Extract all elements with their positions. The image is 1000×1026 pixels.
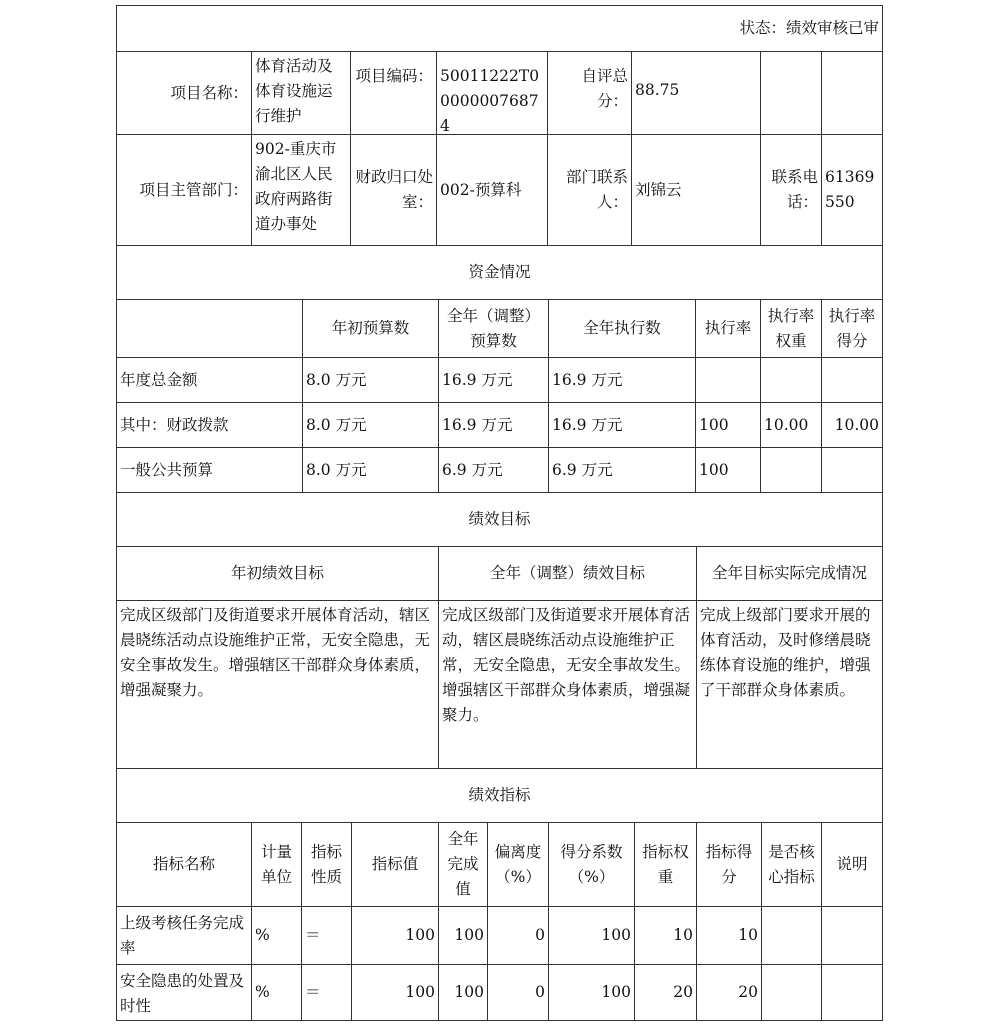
funds-row-score xyxy=(821,357,883,403)
funds-header-adjusted: 全年（调整）预算数 xyxy=(438,299,549,358)
funds-row-weight xyxy=(760,447,822,493)
goals-header-actual: 全年目标实际完成情况 xyxy=(696,546,883,601)
ind-row-name: 安全隐患的处置及时性 xyxy=(116,964,252,1021)
ind-row-score: 10 xyxy=(696,906,762,965)
ind-row-core xyxy=(761,906,822,965)
ind-row-actual: 100 xyxy=(438,906,488,965)
funds-row-rate xyxy=(695,357,761,403)
goals-section-title: 绩效目标 xyxy=(116,492,883,547)
project-code-value: 50011222T000000076874 xyxy=(436,51,548,135)
ind-row-nature: ＝ xyxy=(301,906,352,965)
ind-row-target: 100 xyxy=(351,906,439,965)
ind-row-weight: 20 xyxy=(634,964,697,1021)
ind-row-coef: 100 xyxy=(548,906,635,965)
ind-header-score: 指标得分 xyxy=(696,822,762,907)
ind-header-target: 指标值 xyxy=(351,822,439,907)
funds-row-label: 年度总金额 xyxy=(116,357,303,403)
contact-label: 部门联系人： xyxy=(547,134,632,246)
contact-value: 刘锦云 xyxy=(631,134,761,246)
project-code-label: 项目编码： xyxy=(350,51,437,135)
status-text: 状态：绩效审核已审 xyxy=(116,5,883,52)
ind-row-target: 100 xyxy=(351,964,439,1021)
funds-header-blank xyxy=(116,299,303,358)
funds-header-executed: 全年执行数 xyxy=(548,299,696,358)
indicators-section-title: 绩效指标 xyxy=(116,768,883,823)
funds-row-weight xyxy=(760,357,822,403)
finance-office-label: 财政归口处室： xyxy=(350,134,437,246)
ind-row-coef: 100 xyxy=(548,964,635,1021)
phone-value: 61369550 xyxy=(821,134,883,246)
funds-header-weight: 执行率权重 xyxy=(760,299,822,358)
ind-row-name: 上级考核任务完成率 xyxy=(116,906,252,965)
funds-header-initial: 年初预算数 xyxy=(302,299,439,358)
ind-row-note xyxy=(821,906,883,965)
funds-row-label: 其中：财政拨款 xyxy=(116,402,303,448)
goals-adjusted-text: 完成区级部门及街道要求开展体育活动，辖区晨晓练活动点设施维护正常，无安全隐患，无安全事故发生。增强辖区干部群众身体素质，增强凝聚力。 xyxy=(438,600,697,769)
ind-header-nature: 指标性质 xyxy=(301,822,352,907)
finance-office-value: 002-预算科 xyxy=(436,134,548,246)
blank-cell xyxy=(760,51,822,135)
ind-header-deviation: 偏离度（%） xyxy=(487,822,549,907)
performance-evaluation-form xyxy=(117,6,883,1022)
ind-row-unit: % xyxy=(251,906,302,965)
funds-row-initial: 8.0 万元 xyxy=(302,357,439,403)
self-score-label: 自评总分： xyxy=(547,51,632,135)
funds-row-adjusted: 6.9 万元 xyxy=(438,447,549,493)
funds-row-weight: 10.00 xyxy=(760,402,822,448)
funds-row-rate: 100 xyxy=(695,402,761,448)
self-score-value: 88.75 xyxy=(631,51,761,135)
dept-value: 902-重庆市渝北区人民政府两路街道办事处 xyxy=(251,134,351,246)
funds-header-rate: 执行率 xyxy=(695,299,761,358)
funds-row-executed: 16.9 万元 xyxy=(548,402,696,448)
ind-header-core: 是否核心指标 xyxy=(761,822,822,907)
ind-row-actual: 100 xyxy=(438,964,488,1021)
funds-section-title: 资金情况 xyxy=(116,245,883,300)
ind-header-coef: 得分系数（%） xyxy=(548,822,635,907)
ind-row-deviation: 0 xyxy=(487,906,549,965)
blank-cell xyxy=(821,51,883,135)
goals-initial-text: 完成区级部门及街道要求开展体育活动，辖区晨晓练活动点设施维护正常，无安全隐患，无安全事故发生。增强辖区干部群众身体素质，增强凝聚力。 xyxy=(116,600,439,769)
project-name-value: 体育活动及体育设施运行维护 xyxy=(251,51,351,135)
funds-row-label: 一般公共预算 xyxy=(116,447,303,493)
goals-actual-text: 完成上级部门要求开展的体育活动，及时修缮晨晓练体育设施的维护，增强了干部群众身体素质。 xyxy=(696,600,883,769)
funds-row-initial: 8.0 万元 xyxy=(302,402,439,448)
funds-row-executed: 6.9 万元 xyxy=(548,447,696,493)
funds-row-rate: 100 xyxy=(695,447,761,493)
funds-row-adjusted: 16.9 万元 xyxy=(438,402,549,448)
goals-header-adjusted: 全年（调整）绩效目标 xyxy=(438,546,697,601)
funds-row-score xyxy=(821,447,883,493)
ind-header-weight: 指标权重 xyxy=(634,822,697,907)
funds-row-executed: 16.9 万元 xyxy=(548,357,696,403)
funds-row-score: 10.00 xyxy=(821,402,883,448)
ind-row-core xyxy=(761,964,822,1021)
ind-header-name: 指标名称 xyxy=(116,822,252,907)
ind-row-weight: 10 xyxy=(634,906,697,965)
ind-row-note xyxy=(821,964,883,1021)
funds-row-adjusted: 16.9 万元 xyxy=(438,357,549,403)
ind-header-note: 说明 xyxy=(821,822,883,907)
ind-header-actual: 全年完成值 xyxy=(438,822,488,907)
dept-label: 项目主管部门： xyxy=(116,134,252,246)
ind-row-deviation: 0 xyxy=(487,964,549,1021)
ind-row-score: 20 xyxy=(696,964,762,1021)
ind-row-unit: % xyxy=(251,964,302,1021)
funds-header-score: 执行率得分 xyxy=(821,299,883,358)
goals-header-initial: 年初绩效目标 xyxy=(116,546,439,601)
ind-row-nature: ＝ xyxy=(301,964,352,1021)
funds-row-initial: 8.0 万元 xyxy=(302,447,439,493)
phone-label: 联系电话： xyxy=(760,134,822,246)
ind-header-unit: 计量单位 xyxy=(251,822,302,907)
project-name-label: 项目名称： xyxy=(116,51,252,135)
